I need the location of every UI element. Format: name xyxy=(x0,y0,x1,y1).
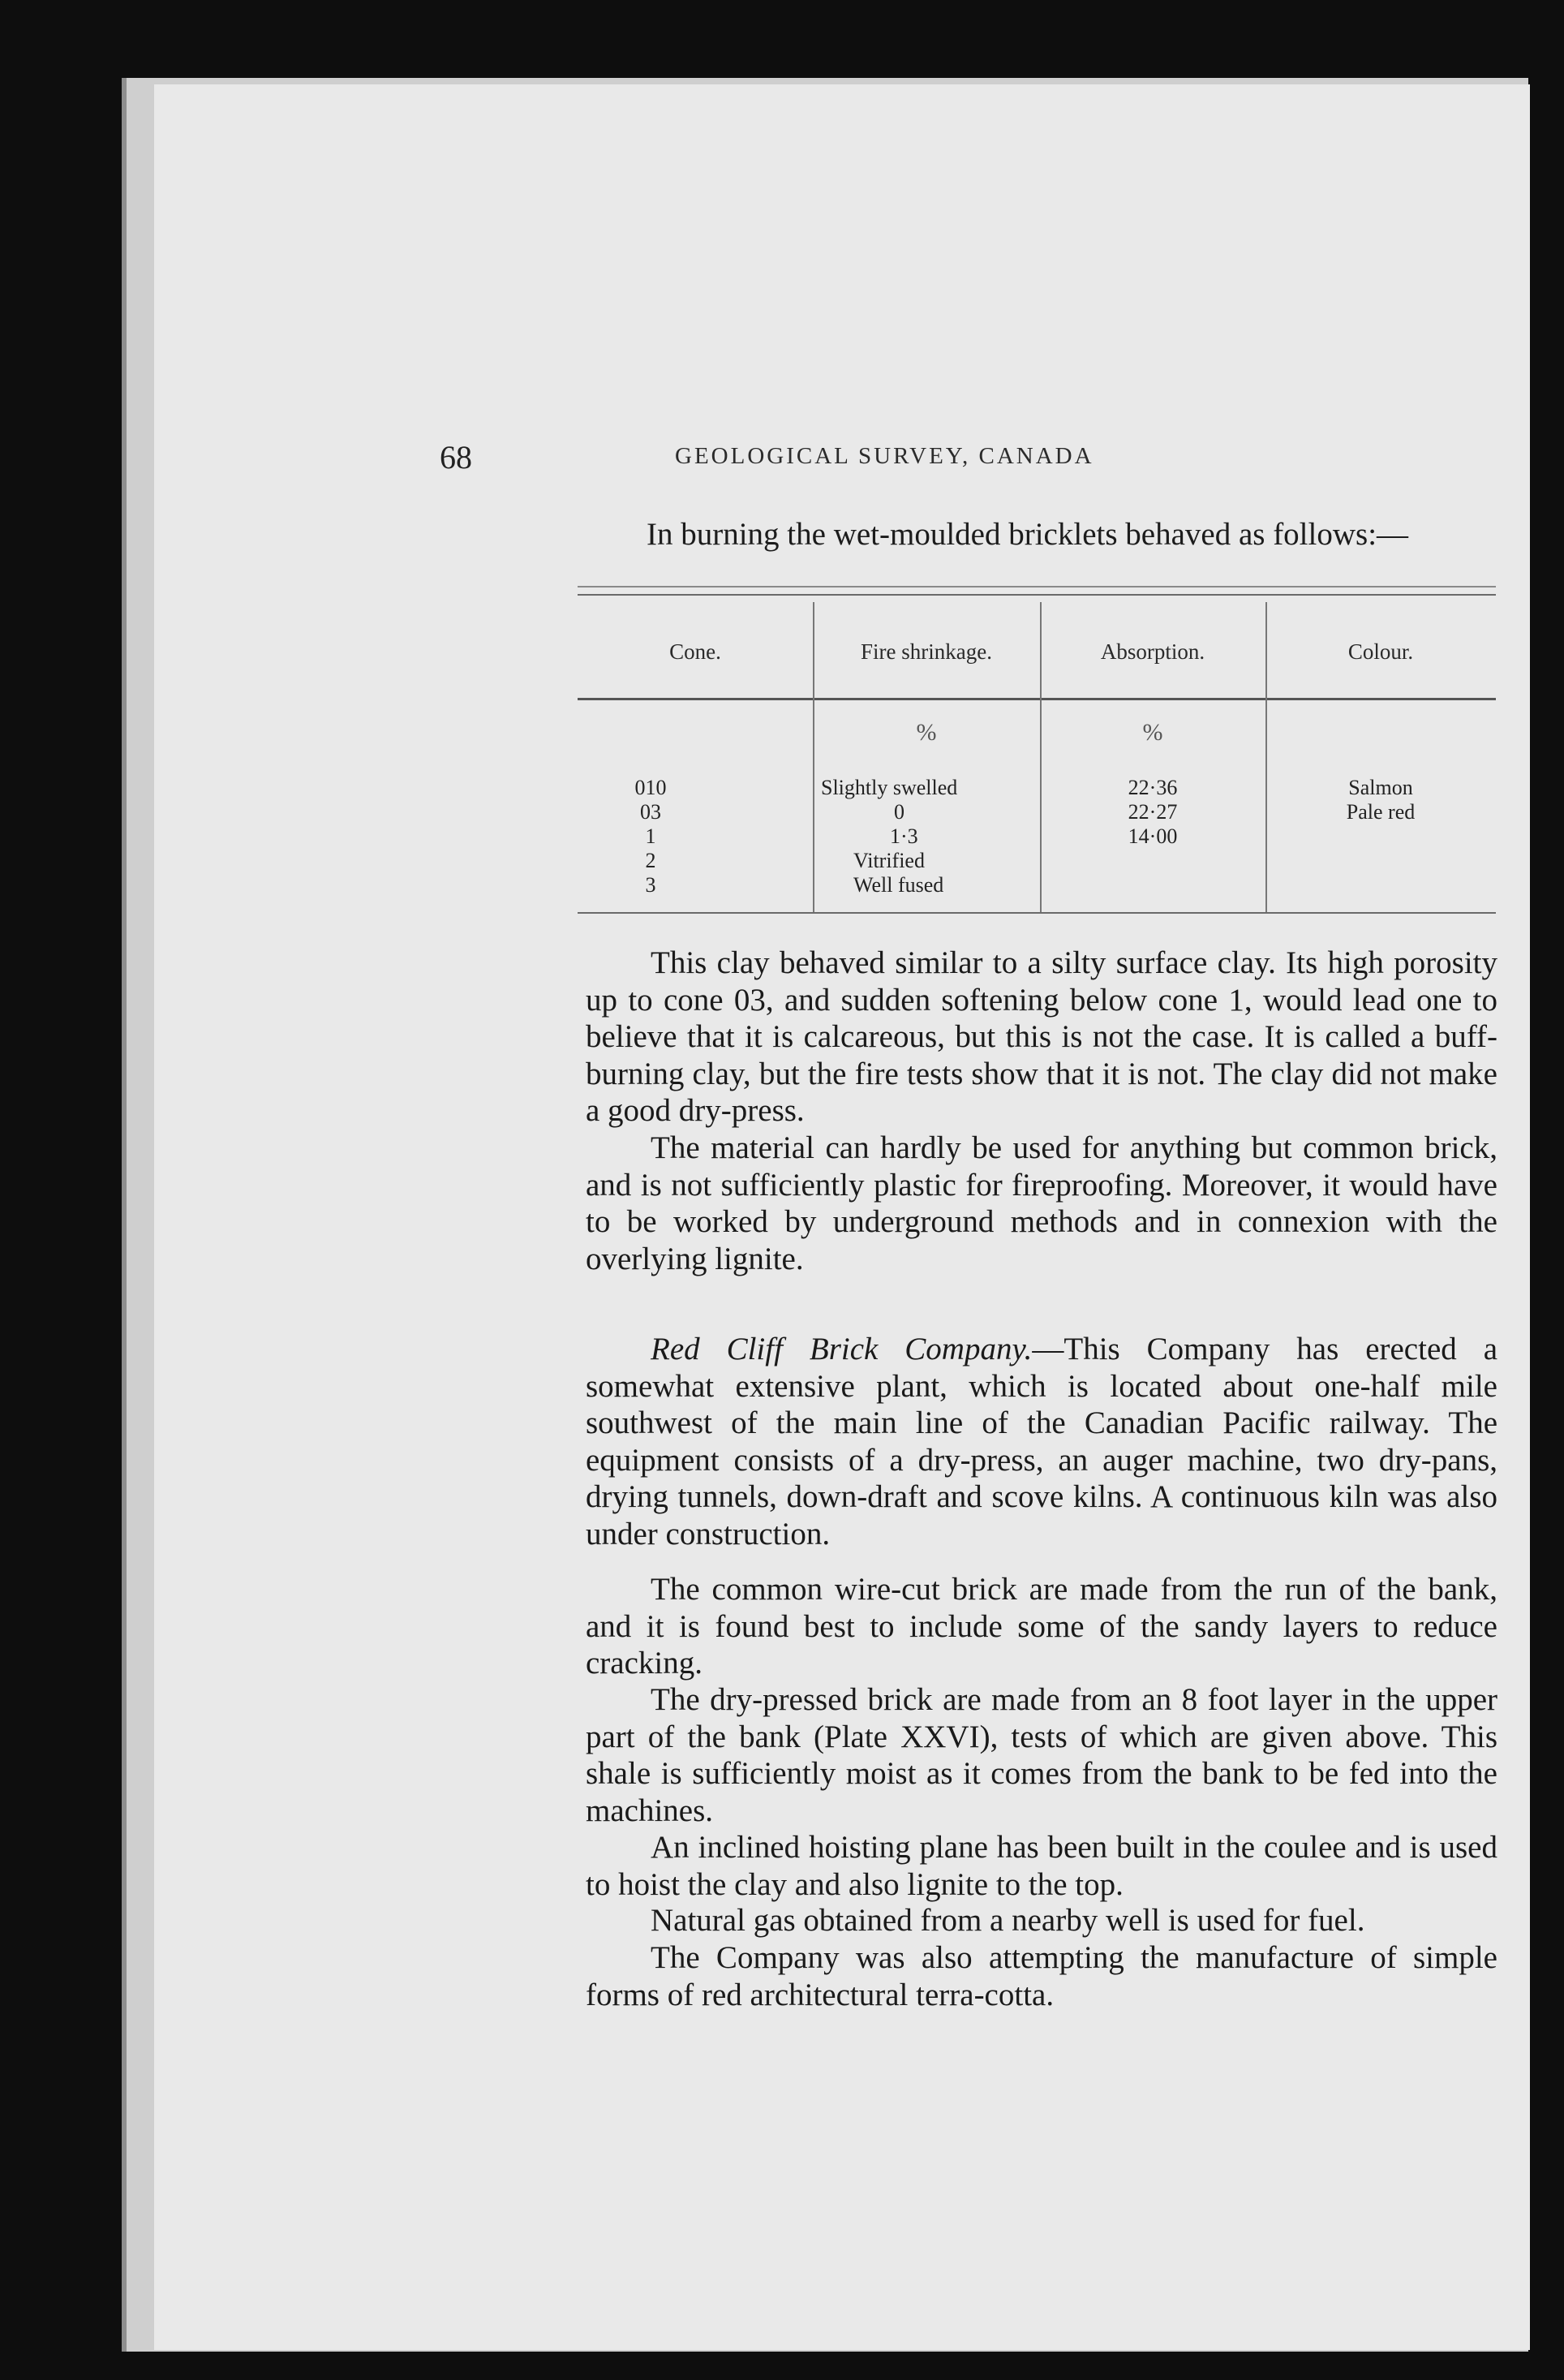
paragraph: The Company was also attempting the manufacture of simple forms of red architectural terra-cotta. xyxy=(586,1940,1497,2012)
table-cell: 14·00 xyxy=(1128,824,1178,848)
table-cell: Salmon xyxy=(1348,776,1413,799)
table-cell: 0 xyxy=(894,800,904,824)
shrinkage-percent-sign: % xyxy=(916,719,937,746)
table-cell: Well fused xyxy=(853,873,944,897)
table-cell: 22·27 xyxy=(1128,800,1178,824)
table-cell: 3 xyxy=(645,873,656,897)
paragraph xyxy=(586,1331,1497,1553)
table-cell: 03 xyxy=(640,800,661,824)
paragraph: The material can hardly be used for anything but common brick, and is not sufficiently plastic for fireproofing. Moreover, it would have to be worked by underground methods and in connexion with the overlying lignite. xyxy=(586,1130,1497,1276)
table-cell: 22·36 xyxy=(1128,776,1178,799)
burning-results-table xyxy=(578,578,1496,919)
table-header-rule xyxy=(578,698,1496,700)
company-name: Red Cliff Brick Company. xyxy=(651,1332,1033,1366)
paragraph: This clay behaved similar to a silty surface clay. Its high porosity up to cone 03, and sudden softening below cone 1, would lead one to believe that it is calcareous, but this is not the case. It is called a buff-burning clay, but the fire tests show that it is not. The clay did not make a good dry-press. xyxy=(586,945,1497,1129)
header-cone: Cone. xyxy=(669,639,721,664)
absorption-percent-sign: % xyxy=(1142,719,1163,746)
table-cell: 010 xyxy=(634,776,667,799)
paragraph: An inclined hoisting plane has been built in the coulee and is used to hoist the clay and also lignite to the top. xyxy=(586,1830,1497,1902)
header-absorption: Absorption. xyxy=(1100,639,1205,664)
table-cell: 1·3 xyxy=(890,824,918,848)
table-top-rule-2 xyxy=(578,594,1496,596)
table-top-rule xyxy=(578,586,1496,587)
table-cell: Pale red xyxy=(1346,800,1416,824)
table-intro: In burning the wet-moulded bricklets behaved as follows:— xyxy=(647,517,1409,552)
table-cell: 1 xyxy=(645,824,656,848)
table-cell: 2 xyxy=(645,849,656,872)
absorption-column xyxy=(1040,776,1265,849)
paragraph: Natural gas obtained from a nearby well is used for fuel. xyxy=(651,1903,1365,1938)
page-number: 68 xyxy=(440,439,472,476)
table-bottom-rule xyxy=(578,912,1496,914)
colour-column xyxy=(1265,776,1496,824)
paragraph-text: —This Company has erected a somewhat extensive plant, which is located about one-half mile southwest of the main line of the Canadian Pacific railway. The equipment consists of a dry-press, an auger machine, two dry-pans, drying tunnels, down-draft and scove kilns. A continuous kiln was also under construction. xyxy=(586,1332,1498,1552)
page-header xyxy=(440,438,1494,487)
paragraph: The dry-pressed brick are made from an 8 foot layer in the upper part of the bank (Plate XXVI), tests of which are given above. This shale is sufficiently moist as it comes from the bank to be fed into the machines. xyxy=(586,1682,1497,1828)
table-cell: Slightly swelled xyxy=(821,776,958,799)
paragraph: The common wire-cut brick are made from the run of the bank, and it is found best to include some of the sandy layers to reduce cracking. xyxy=(586,1572,1497,1681)
cone-column xyxy=(626,776,675,897)
fire-shrinkage-column xyxy=(821,776,1040,897)
running-title: GEOLOGICAL SURVEY, CANADA xyxy=(675,443,1094,469)
table-cell: Vitrified xyxy=(853,849,925,872)
header-colour: Colour. xyxy=(1347,639,1414,664)
header-fire-shrinkage: Fire shrinkage. xyxy=(861,639,992,664)
